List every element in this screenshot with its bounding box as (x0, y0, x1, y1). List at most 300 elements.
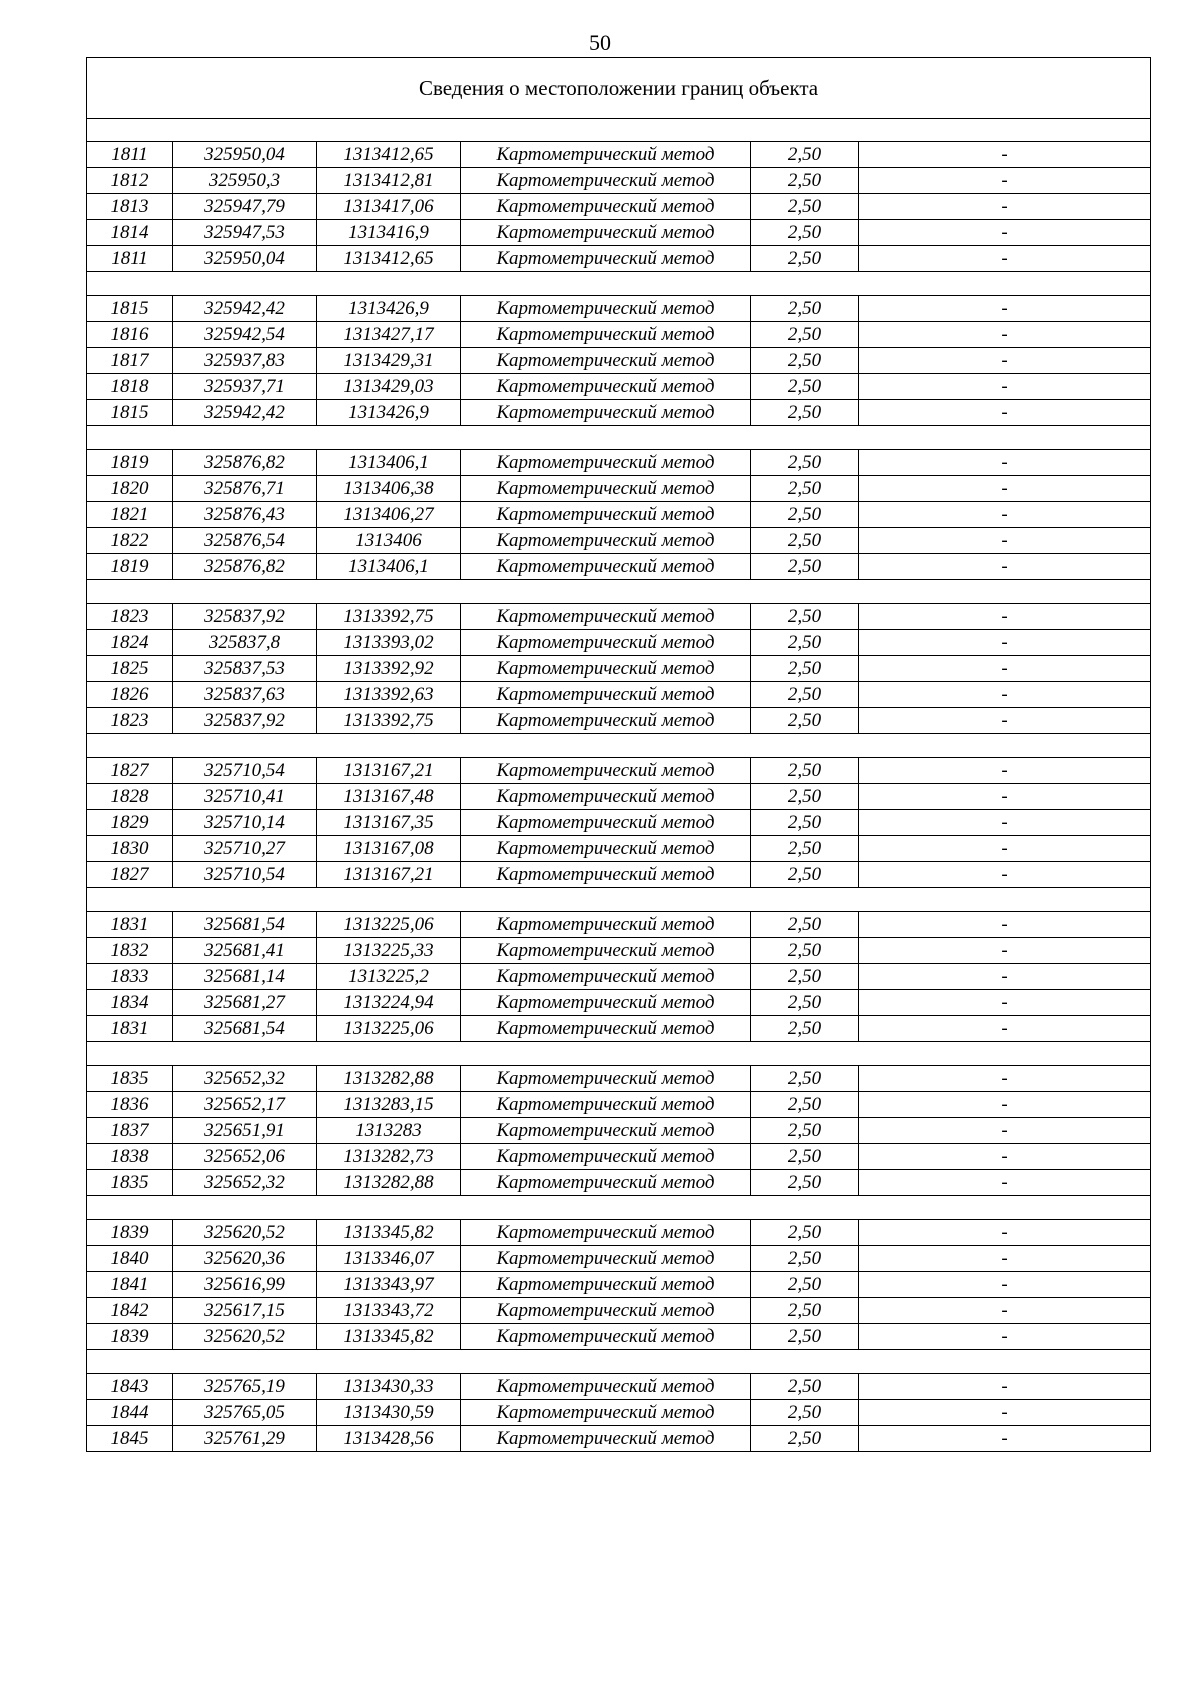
x-coordinate-cell: 325710,41 (173, 784, 317, 810)
x-coordinate-cell: 325761,29 (173, 1426, 317, 1452)
y-coordinate-cell: 1313406,1 (317, 450, 461, 476)
y-coordinate-cell: 1313393,02 (317, 630, 461, 656)
method-cell: Картометрический метод (461, 1220, 751, 1246)
y-coordinate-cell: 1313282,88 (317, 1170, 461, 1196)
accuracy-cell: 2,50 (751, 194, 859, 220)
point-number-cell: 1836 (87, 1092, 173, 1118)
x-coordinate-cell: 325620,52 (173, 1324, 317, 1350)
group-separator-row (87, 272, 1151, 296)
description-cell: - (859, 708, 1151, 734)
y-coordinate-cell: 1313416,9 (317, 220, 461, 246)
x-coordinate-cell: 325942,54 (173, 322, 317, 348)
description-cell: - (859, 1400, 1151, 1426)
description-cell: - (859, 938, 1151, 964)
y-coordinate-cell: 1313412,65 (317, 142, 461, 168)
table-row (87, 1092, 1151, 1118)
table-row (87, 656, 1151, 682)
description-cell: - (859, 836, 1151, 862)
x-coordinate-cell: 325876,54 (173, 528, 317, 554)
y-coordinate-cell: 1313430,33 (317, 1374, 461, 1400)
method-cell: Картометрический метод (461, 630, 751, 656)
x-coordinate-cell: 325620,36 (173, 1246, 317, 1272)
method-cell: Картометрический метод (461, 1426, 751, 1452)
accuracy-cell: 2,50 (751, 374, 859, 400)
table-row (87, 348, 1151, 374)
x-coordinate-cell: 325616,99 (173, 1272, 317, 1298)
method-cell: Картометрический метод (461, 1324, 751, 1350)
method-cell: Картометрический метод (461, 1246, 751, 1272)
accuracy-cell: 2,50 (751, 1246, 859, 1272)
accuracy-cell: 2,50 (751, 1298, 859, 1324)
description-cell: - (859, 656, 1151, 682)
y-coordinate-cell: 1313343,72 (317, 1298, 461, 1324)
group-separator-row (87, 580, 1151, 604)
x-coordinate-cell: 325652,06 (173, 1144, 317, 1170)
x-coordinate-cell: 325765,19 (173, 1374, 317, 1400)
table-row (87, 708, 1151, 734)
group-separator-cell (87, 272, 1151, 296)
accuracy-cell: 2,50 (751, 708, 859, 734)
method-cell: Картометрический метод (461, 1298, 751, 1324)
table-row (87, 938, 1151, 964)
table-row (87, 1220, 1151, 1246)
table-row (87, 554, 1151, 580)
accuracy-cell: 2,50 (751, 168, 859, 194)
point-number-cell: 1835 (87, 1066, 173, 1092)
table-row (87, 862, 1151, 888)
point-number-cell: 1823 (87, 604, 173, 630)
table-title: Сведения о местоположении границ объекта (87, 58, 1151, 119)
group-separator-cell (87, 888, 1151, 912)
table-row (87, 1324, 1151, 1350)
description-cell: - (859, 168, 1151, 194)
table-row (87, 1016, 1151, 1042)
y-coordinate-cell: 1313345,82 (317, 1324, 461, 1350)
table-row (87, 142, 1151, 168)
y-coordinate-cell: 1313225,06 (317, 912, 461, 938)
point-number-cell: 1823 (87, 708, 173, 734)
description-cell: - (859, 810, 1151, 836)
accuracy-cell: 2,50 (751, 1400, 859, 1426)
description-cell: - (859, 296, 1151, 322)
method-cell: Картометрический метод (461, 836, 751, 862)
point-number-cell: 1833 (87, 964, 173, 990)
point-number-cell: 1824 (87, 630, 173, 656)
description-cell: - (859, 220, 1151, 246)
x-coordinate-cell: 325681,14 (173, 964, 317, 990)
table-row (87, 604, 1151, 630)
description-cell: - (859, 142, 1151, 168)
accuracy-cell: 2,50 (751, 322, 859, 348)
description-cell: - (859, 246, 1151, 272)
y-coordinate-cell: 1313167,48 (317, 784, 461, 810)
description-cell: - (859, 1016, 1151, 1042)
x-coordinate-cell: 325837,8 (173, 630, 317, 656)
accuracy-cell: 2,50 (751, 1170, 859, 1196)
x-coordinate-cell: 325710,54 (173, 758, 317, 784)
table-row (87, 810, 1151, 836)
description-cell: - (859, 964, 1151, 990)
x-coordinate-cell: 325617,15 (173, 1298, 317, 1324)
accuracy-cell: 2,50 (751, 476, 859, 502)
description-cell: - (859, 1118, 1151, 1144)
group-separator-cell (87, 1350, 1151, 1374)
x-coordinate-cell: 325681,27 (173, 990, 317, 1016)
point-number-cell: 1841 (87, 1272, 173, 1298)
accuracy-cell: 2,50 (751, 1118, 859, 1144)
x-coordinate-cell: 325652,32 (173, 1170, 317, 1196)
y-coordinate-cell: 1313392,92 (317, 656, 461, 682)
x-coordinate-cell: 325876,82 (173, 554, 317, 580)
point-number-cell: 1840 (87, 1246, 173, 1272)
x-coordinate-cell: 325710,14 (173, 810, 317, 836)
point-number-cell: 1814 (87, 220, 173, 246)
description-cell: - (859, 784, 1151, 810)
accuracy-cell: 2,50 (751, 1220, 859, 1246)
accuracy-cell: 2,50 (751, 938, 859, 964)
point-number-cell: 1817 (87, 348, 173, 374)
method-cell: Картометрический метод (461, 528, 751, 554)
y-coordinate-cell: 1313345,82 (317, 1220, 461, 1246)
method-cell: Картометрический метод (461, 194, 751, 220)
accuracy-cell: 2,50 (751, 1324, 859, 1350)
table-row (87, 374, 1151, 400)
group-separator-row (87, 426, 1151, 450)
method-cell: Картометрический метод (461, 246, 751, 272)
table-row (87, 1118, 1151, 1144)
description-cell: - (859, 476, 1151, 502)
description-cell: - (859, 630, 1151, 656)
group-separator-row (87, 1196, 1151, 1220)
x-coordinate-cell: 325765,05 (173, 1400, 317, 1426)
description-cell: - (859, 528, 1151, 554)
y-coordinate-cell: 1313167,35 (317, 810, 461, 836)
description-cell: - (859, 194, 1151, 220)
group-separator-cell (87, 580, 1151, 604)
point-number-cell: 1819 (87, 554, 173, 580)
description-cell: - (859, 682, 1151, 708)
method-cell: Картометрический метод (461, 1016, 751, 1042)
y-coordinate-cell: 1313167,21 (317, 862, 461, 888)
group-separator-cell (87, 1042, 1151, 1066)
table-row (87, 296, 1151, 322)
table-row (87, 450, 1151, 476)
method-cell: Картометрический метод (461, 810, 751, 836)
method-cell: Картометрический метод (461, 1144, 751, 1170)
table-row (87, 758, 1151, 784)
accuracy-cell: 2,50 (751, 912, 859, 938)
group-separator-row (87, 1350, 1151, 1374)
table-row (87, 1066, 1151, 1092)
description-cell: - (859, 1066, 1151, 1092)
description-cell: - (859, 554, 1151, 580)
point-number-cell: 1831 (87, 1016, 173, 1042)
table-row (87, 246, 1151, 272)
point-number-cell: 1835 (87, 1170, 173, 1196)
point-number-cell: 1839 (87, 1324, 173, 1350)
point-number-cell: 1839 (87, 1220, 173, 1246)
table-row (87, 502, 1151, 528)
y-coordinate-cell: 1313406,1 (317, 554, 461, 580)
x-coordinate-cell: 325947,79 (173, 194, 317, 220)
method-cell: Картометрический метод (461, 912, 751, 938)
table-title-row (87, 58, 1151, 119)
accuracy-cell: 2,50 (751, 1426, 859, 1452)
method-cell: Картометрический метод (461, 1118, 751, 1144)
accuracy-cell: 2,50 (751, 348, 859, 374)
y-coordinate-cell: 1313406,38 (317, 476, 461, 502)
method-cell: Картометрический метод (461, 964, 751, 990)
point-number-cell: 1831 (87, 912, 173, 938)
table-row (87, 168, 1151, 194)
x-coordinate-cell: 325950,04 (173, 142, 317, 168)
description-cell: - (859, 1220, 1151, 1246)
y-coordinate-cell: 1313417,06 (317, 194, 461, 220)
x-coordinate-cell: 325950,3 (173, 168, 317, 194)
y-coordinate-cell: 1313392,75 (317, 708, 461, 734)
table-row (87, 476, 1151, 502)
point-number-cell: 1827 (87, 862, 173, 888)
table-row (87, 322, 1151, 348)
description-cell: - (859, 990, 1151, 1016)
table-row (87, 1170, 1151, 1196)
description-cell: - (859, 1272, 1151, 1298)
table-row (87, 194, 1151, 220)
method-cell: Картометрический метод (461, 862, 751, 888)
y-coordinate-cell: 1313346,07 (317, 1246, 461, 1272)
group-separator-cell (87, 734, 1151, 758)
method-cell: Картометрический метод (461, 374, 751, 400)
point-number-cell: 1832 (87, 938, 173, 964)
table-row (87, 220, 1151, 246)
point-number-cell: 1828 (87, 784, 173, 810)
point-number-cell: 1811 (87, 246, 173, 272)
accuracy-cell: 2,50 (751, 630, 859, 656)
description-cell: - (859, 1092, 1151, 1118)
accuracy-cell: 2,50 (751, 862, 859, 888)
method-cell: Картометрический метод (461, 1170, 751, 1196)
description-cell: - (859, 862, 1151, 888)
description-cell: - (859, 604, 1151, 630)
method-cell: Картометрический метод (461, 1066, 751, 1092)
table-row (87, 912, 1151, 938)
table-row (87, 1144, 1151, 1170)
x-coordinate-cell: 325837,92 (173, 604, 317, 630)
page-number: 50 (589, 30, 611, 55)
accuracy-cell: 2,50 (751, 400, 859, 426)
y-coordinate-cell: 1313426,9 (317, 400, 461, 426)
x-coordinate-cell: 325937,83 (173, 348, 317, 374)
description-cell: - (859, 1298, 1151, 1324)
description-cell: - (859, 1324, 1151, 1350)
y-coordinate-cell: 1313283 (317, 1118, 461, 1144)
method-cell: Картометрический метод (461, 604, 751, 630)
method-cell: Картометрический метод (461, 168, 751, 194)
accuracy-cell: 2,50 (751, 964, 859, 990)
x-coordinate-cell: 325876,82 (173, 450, 317, 476)
method-cell: Картометрический метод (461, 296, 751, 322)
description-cell: - (859, 322, 1151, 348)
point-number-cell: 1830 (87, 836, 173, 862)
table-row (87, 1298, 1151, 1324)
y-coordinate-cell: 1313412,65 (317, 246, 461, 272)
table-row (87, 630, 1151, 656)
x-coordinate-cell: 325876,43 (173, 502, 317, 528)
y-coordinate-cell: 1313282,73 (317, 1144, 461, 1170)
point-number-cell: 1844 (87, 1400, 173, 1426)
accuracy-cell: 2,50 (751, 554, 859, 580)
y-coordinate-cell: 1313430,59 (317, 1400, 461, 1426)
method-cell: Картометрический метод (461, 400, 751, 426)
x-coordinate-cell: 325681,41 (173, 938, 317, 964)
point-number-cell: 1821 (87, 502, 173, 528)
y-coordinate-cell: 1313282,88 (317, 1066, 461, 1092)
group-separator-cell (87, 426, 1151, 450)
y-coordinate-cell: 1313225,33 (317, 938, 461, 964)
table-row (87, 1426, 1151, 1452)
table-row (87, 990, 1151, 1016)
table-row (87, 1272, 1151, 1298)
description-cell: - (859, 758, 1151, 784)
y-coordinate-cell: 1313426,9 (317, 296, 461, 322)
point-number-cell: 1813 (87, 194, 173, 220)
accuracy-cell: 2,50 (751, 246, 859, 272)
accuracy-cell: 2,50 (751, 758, 859, 784)
x-coordinate-cell: 325652,32 (173, 1066, 317, 1092)
method-cell: Картометрический метод (461, 784, 751, 810)
point-number-cell: 1834 (87, 990, 173, 1016)
method-cell: Картометрический метод (461, 348, 751, 374)
x-coordinate-cell: 325651,91 (173, 1118, 317, 1144)
y-coordinate-cell: 1313429,31 (317, 348, 461, 374)
method-cell: Картометрический метод (461, 990, 751, 1016)
point-number-cell: 1811 (87, 142, 173, 168)
description-cell: - (859, 912, 1151, 938)
x-coordinate-cell: 325652,17 (173, 1092, 317, 1118)
accuracy-cell: 2,50 (751, 142, 859, 168)
x-coordinate-cell: 325837,92 (173, 708, 317, 734)
x-coordinate-cell: 325837,53 (173, 656, 317, 682)
accuracy-cell: 2,50 (751, 1374, 859, 1400)
y-coordinate-cell: 1313412,81 (317, 168, 461, 194)
description-cell: - (859, 348, 1151, 374)
x-coordinate-cell: 325942,42 (173, 400, 317, 426)
x-coordinate-cell: 325937,71 (173, 374, 317, 400)
y-coordinate-cell: 1313406,27 (317, 502, 461, 528)
boundary-coordinates-table (86, 57, 1151, 1452)
x-coordinate-cell: 325620,52 (173, 1220, 317, 1246)
method-cell: Картометрический метод (461, 938, 751, 964)
y-coordinate-cell: 1313224,94 (317, 990, 461, 1016)
group-separator-cell (87, 119, 1151, 142)
group-separator-row (87, 1042, 1151, 1066)
accuracy-cell: 2,50 (751, 1092, 859, 1118)
table-row (87, 528, 1151, 554)
x-coordinate-cell: 325942,42 (173, 296, 317, 322)
y-coordinate-cell: 1313283,15 (317, 1092, 461, 1118)
table-row (87, 682, 1151, 708)
point-number-cell: 1842 (87, 1298, 173, 1324)
method-cell: Картометрический метод (461, 220, 751, 246)
accuracy-cell: 2,50 (751, 502, 859, 528)
method-cell: Картометрический метод (461, 1092, 751, 1118)
x-coordinate-cell: 325947,53 (173, 220, 317, 246)
point-number-cell: 1820 (87, 476, 173, 502)
y-coordinate-cell: 1313427,17 (317, 322, 461, 348)
method-cell: Картометрический метод (461, 476, 751, 502)
accuracy-cell: 2,50 (751, 810, 859, 836)
accuracy-cell: 2,50 (751, 528, 859, 554)
accuracy-cell: 2,50 (751, 990, 859, 1016)
table-row (87, 400, 1151, 426)
y-coordinate-cell: 1313225,2 (317, 964, 461, 990)
description-cell: - (859, 1374, 1151, 1400)
point-number-cell: 1815 (87, 296, 173, 322)
method-cell: Картометрический метод (461, 450, 751, 476)
method-cell: Картометрический метод (461, 142, 751, 168)
accuracy-cell: 2,50 (751, 836, 859, 862)
point-number-cell: 1818 (87, 374, 173, 400)
method-cell: Картометрический метод (461, 322, 751, 348)
accuracy-cell: 2,50 (751, 784, 859, 810)
y-coordinate-cell: 1313167,21 (317, 758, 461, 784)
table-row (87, 836, 1151, 862)
accuracy-cell: 2,50 (751, 450, 859, 476)
point-number-cell: 1827 (87, 758, 173, 784)
description-cell: - (859, 1426, 1151, 1452)
method-cell: Картометрический метод (461, 1374, 751, 1400)
x-coordinate-cell: 325710,54 (173, 862, 317, 888)
accuracy-cell: 2,50 (751, 1016, 859, 1042)
x-coordinate-cell: 325950,04 (173, 246, 317, 272)
table-row (87, 964, 1151, 990)
point-number-cell: 1845 (87, 1426, 173, 1452)
y-coordinate-cell: 1313428,56 (317, 1426, 461, 1452)
description-cell: - (859, 1170, 1151, 1196)
point-number-cell: 1825 (87, 656, 173, 682)
x-coordinate-cell: 325876,71 (173, 476, 317, 502)
description-cell: - (859, 450, 1151, 476)
method-cell: Картометрический метод (461, 758, 751, 784)
group-separator-row (87, 119, 1151, 142)
description-cell: - (859, 400, 1151, 426)
description-cell: - (859, 374, 1151, 400)
x-coordinate-cell: 325681,54 (173, 912, 317, 938)
y-coordinate-cell: 1313392,75 (317, 604, 461, 630)
method-cell: Картометрический метод (461, 682, 751, 708)
accuracy-cell: 2,50 (751, 1144, 859, 1170)
point-number-cell: 1819 (87, 450, 173, 476)
y-coordinate-cell: 1313167,08 (317, 836, 461, 862)
accuracy-cell: 2,50 (751, 296, 859, 322)
accuracy-cell: 2,50 (751, 220, 859, 246)
description-cell: - (859, 1246, 1151, 1272)
point-number-cell: 1816 (87, 322, 173, 348)
table-row (87, 784, 1151, 810)
accuracy-cell: 2,50 (751, 656, 859, 682)
group-separator-cell (87, 1196, 1151, 1220)
point-number-cell: 1826 (87, 682, 173, 708)
y-coordinate-cell: 1313429,03 (317, 374, 461, 400)
accuracy-cell: 2,50 (751, 604, 859, 630)
y-coordinate-cell: 1313225,06 (317, 1016, 461, 1042)
x-coordinate-cell: 325837,63 (173, 682, 317, 708)
table-row (87, 1374, 1151, 1400)
method-cell: Картометрический метод (461, 1272, 751, 1298)
table-row (87, 1400, 1151, 1426)
method-cell: Картометрический метод (461, 1400, 751, 1426)
point-number-cell: 1837 (87, 1118, 173, 1144)
